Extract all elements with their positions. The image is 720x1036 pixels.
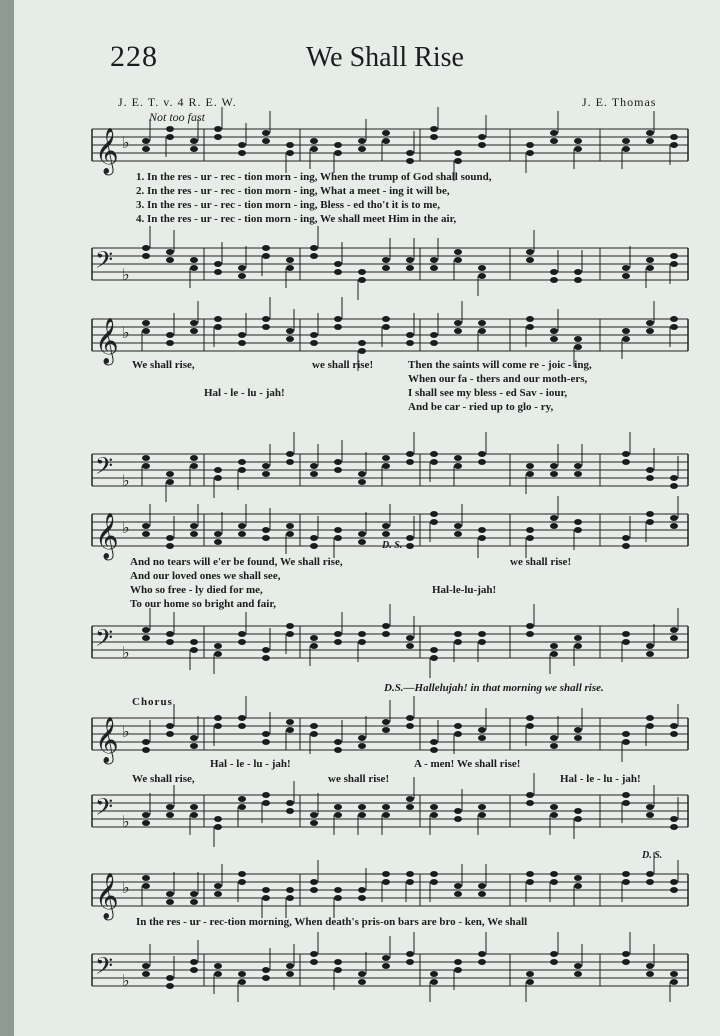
treble-staff-system-4 — [92, 712, 688, 762]
verse-1-line: 1. In the res - ur - rec - tion morn - ing, When the trump of God shall sound, — [136, 171, 492, 183]
bass-staff-system-4 — [92, 789, 688, 839]
lyric-we-shall-rise: We shall rise, — [132, 359, 195, 371]
bass-clef-icon: 𝄢 — [95, 246, 114, 279]
treble-clef-icon: 𝄞 — [95, 318, 119, 364]
treble-clef-icon: 𝄞 — [95, 128, 119, 174]
lyric-chorus-we-shall-rise: We shall rise, — [132, 773, 195, 785]
bass-clef-icon: 𝄢 — [95, 452, 114, 485]
notes — [142, 852, 678, 918]
verse-3-line: 3. In the res - ur - rec - tion morn - ing, Bless - ed tho't it is to me, — [136, 199, 440, 211]
lyric-chorus-hallelujah: Hal - le - lu - jah! — [210, 758, 291, 770]
notes — [142, 604, 678, 678]
notes — [142, 696, 678, 762]
lyric-final-line: In the res - ur - rec-tion morning, When death's pris-on bars are bro - ken, We shall — [136, 916, 528, 928]
key-signature-flat-icon: ♭ — [122, 518, 130, 537]
music-credit: J. E. Thomas — [582, 95, 657, 109]
treble-clef-icon: 𝄞 — [95, 513, 119, 559]
staff-lines — [92, 874, 688, 906]
lyric-who-so-freely: Who so free - ly died for me, — [130, 584, 263, 596]
staff-lines — [92, 626, 688, 658]
hymn-number: 228 — [110, 40, 158, 73]
chorus-label: Chorus — [132, 696, 173, 708]
lyric-and-no-tears: And no tears will e'er be found, We shall rise, — [130, 556, 343, 568]
treble-staff-system-2 — [92, 313, 688, 363]
staff-lines — [92, 454, 688, 486]
lyric-when-our-fathers: When our fa - thers and our moth-ers, — [408, 373, 588, 385]
key-signature-flat-icon: ♭ — [122, 471, 130, 490]
bass-clef-icon: 𝄢 — [95, 952, 114, 985]
key-signature-flat-icon: ♭ — [122, 133, 130, 152]
bass-clef-icon: 𝄢 — [95, 624, 114, 657]
lyric-hallelujah: Hal - le - lu - jah! — [204, 387, 285, 399]
verse-2-line: 2. In the res - ur - rec - tion morn - ing, What a meet - ing it will be, — [136, 185, 450, 197]
hymn-title: We Shall Rise — [306, 42, 464, 73]
notes — [142, 932, 678, 1002]
tempo-marking: Not too fast — [149, 110, 206, 124]
lyric-hallelujah-2: Hal-le-lu-jah! — [432, 584, 497, 596]
key-signature-flat-icon: ♭ — [122, 323, 130, 342]
treble-staff-system-1 — [92, 123, 688, 173]
lyric-to-our-home: To our home so bright and fair, — [130, 598, 276, 610]
lyric-we-shall-rise-2: we shall rise! — [312, 359, 374, 371]
key-signature-flat-icon: ♭ — [122, 812, 130, 831]
bass-clef-icon: 𝄢 — [95, 793, 114, 826]
staff-lines — [92, 718, 688, 750]
key-signature-flat-icon: ♭ — [122, 722, 130, 741]
hymn-page — [14, 0, 720, 1036]
treble-clef-icon: 𝄞 — [95, 717, 119, 763]
notes — [142, 107, 678, 181]
bass-staff-system-1 — [92, 242, 688, 292]
staff-lines — [92, 129, 688, 161]
ds-mark: D. S. — [382, 540, 403, 551]
words-credit: J. E. T. v. 4 R. E. W. — [118, 95, 237, 109]
bass-staff-system-5 — [92, 948, 688, 998]
lyric-and-be-carried: And be car - ried up to glo - ry, — [408, 401, 554, 413]
staff-lines — [92, 954, 688, 986]
lyric-i-shall-see: I shall see my bless - ed Sav - iour, — [408, 387, 568, 399]
key-signature-flat-icon: ♭ — [122, 265, 130, 284]
lyric-and-our-loved: And our loved ones we shall see, — [130, 570, 281, 582]
treble-clef-icon: 𝄞 — [95, 873, 119, 919]
treble-staff-system-5 — [92, 868, 688, 918]
ds-mark-2: D. S. — [642, 850, 663, 861]
lyric-amen: A - men! We shall rise! — [414, 758, 521, 770]
notes — [142, 226, 678, 300]
key-signature-flat-icon: ♭ — [122, 878, 130, 897]
verse-4-line: 4. In the res - ur - rec - tion morn - ing, We shall meet Him in the air, — [136, 213, 457, 225]
bass-staff-system-3 — [92, 620, 688, 670]
bass-staff-system-2 — [92, 448, 688, 498]
lyric-then-the-saints: Then the saints will come re - joic - ing, — [408, 359, 592, 371]
staff-lines — [92, 795, 688, 827]
staff-lines — [92, 319, 688, 351]
key-signature-flat-icon: ♭ — [122, 643, 130, 662]
ds-footnote: D.S.—Hallelujah! in that morning we shall rise. — [384, 682, 604, 694]
notes — [142, 432, 678, 502]
lyric-we-shall-rise-3: we shall rise! — [510, 556, 572, 568]
key-signature-flat-icon: ♭ — [122, 971, 130, 990]
lyric-chorus-hallelujah-2: Hal - le - lu - jah! — [560, 773, 641, 785]
lyric-chorus-we-shall-rise-2: we shall rise! — [328, 773, 390, 785]
notes — [142, 496, 678, 558]
